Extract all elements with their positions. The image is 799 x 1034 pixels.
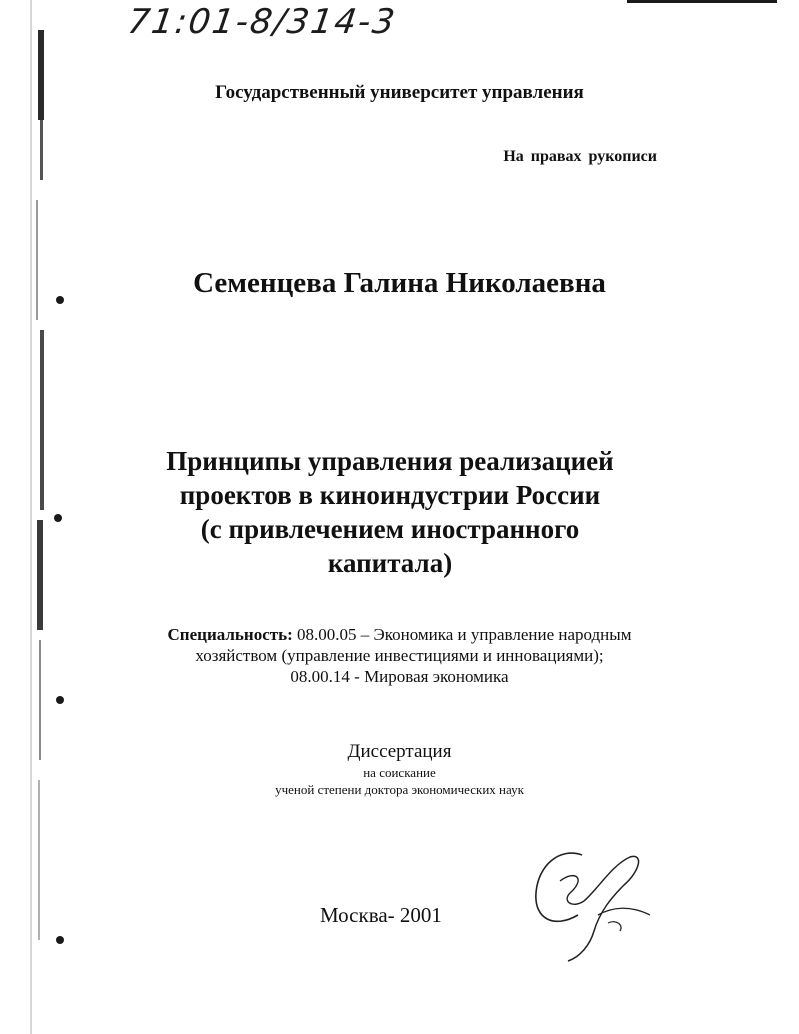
- dissertation-title: [130, 444, 650, 580]
- author-name: Семенцева Галина Николаевна: [193, 267, 606, 299]
- handwritten-signature: [520, 845, 660, 965]
- scan-corner-line: [627, 0, 777, 3]
- specialty-label: Специальность:: [167, 625, 293, 644]
- archive-number: 71:01-8/314-3: [125, 2, 399, 42]
- place-and-year: Москва- 2001: [320, 903, 442, 927]
- specialty-line-1: [0, 624, 799, 645]
- title-line: капитала): [327, 548, 453, 578]
- degree-line-1: на соискание: [363, 765, 436, 780]
- specialty-block: [0, 624, 799, 687]
- title-line: (с привлечением иностранного: [200, 514, 580, 544]
- work-type: Диссертация: [347, 741, 452, 762]
- scan-edge-artifacts: [0, 0, 70, 1034]
- manuscript-rights-note: На правах рукописи: [503, 148, 657, 165]
- specialty-code-1: 08.00.05 – Экономика и управление народным: [292, 625, 632, 644]
- title-line: Принципы управления реализацией: [166, 446, 614, 476]
- specialty-line-2: хозяйством (управление инвестициями и инновациями);: [195, 646, 604, 665]
- specialty-line-3: 08.00.14 - Мировая экономика: [290, 667, 509, 686]
- degree-block: [0, 740, 799, 798]
- title-line: проектов в киноиндустрии России: [179, 480, 601, 510]
- degree-line-2: ученой степени доктора экономических наук: [275, 782, 524, 797]
- university-name: Государственный университет управления: [215, 82, 584, 103]
